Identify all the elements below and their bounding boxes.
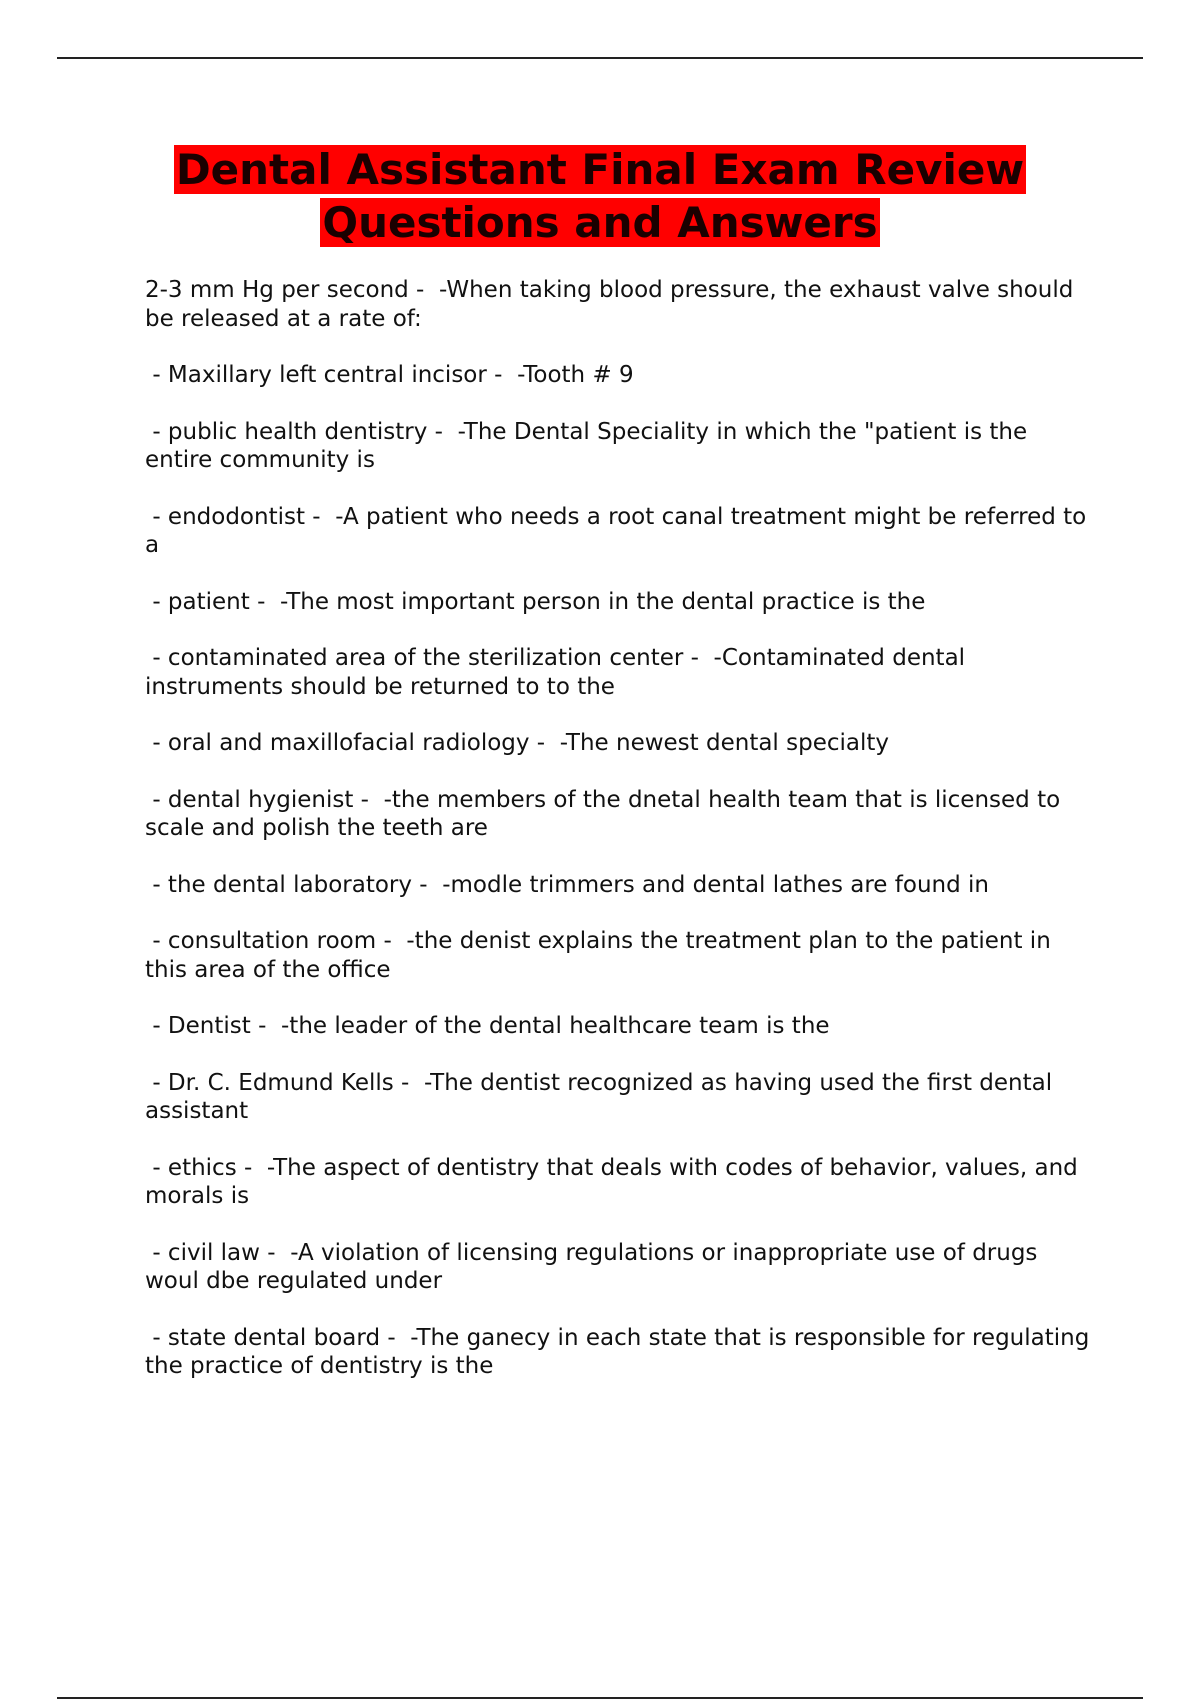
document-title (100, 143, 1100, 249)
qa-list (145, 276, 1095, 1409)
qa-item-12: - Dr. C. Edmund Kells - -The dentist recognized as having used the first dental assistant (145, 1069, 1060, 1124)
qa-item-3: - public health dentistry - -The Dental Speciality in which the "patient is the entire community is (145, 418, 1035, 473)
qa-item-15: - state dental board - -The ganecy in each state that is responsible for regulating the practice of dentistry is the (145, 1324, 1097, 1379)
qa-item-8: - dental hygienist - -the members of the dnetal health team that is licensed to scale and polish the teeth are (145, 786, 1068, 841)
qa-item-13: - ethics - -The aspect of dentistry that deals with codes of behavior, values, and morals is (145, 1154, 1086, 1209)
qa-item-1: 2-3 mm Hg per second - -When taking blood pressure, the exhaust valve should be released at a rate of: (145, 277, 1081, 332)
top-rule (57, 57, 1143, 59)
title-line-2: Questions and Answers (322, 198, 878, 247)
qa-item-14: - civil law - -A violation of licensing regulations or inappropriate use of drugs woul dbe regulated under (145, 1239, 1045, 1294)
qa-item-9: - the dental laboratory - -modle trimmers and dental lathes are found in (145, 871, 989, 898)
qa-item-10: - consultation room - -the denist explains the treatment plan to the patient in this area of the office (145, 928, 1059, 983)
qa-item-6: - contaminated area of the sterilization center - -Contaminated dental instruments should be returned to to the (145, 645, 973, 700)
title-line-1: Dental Assistant Final Exam Review (175, 145, 1025, 194)
qa-item-11: - Dentist - -the leader of the dental healthcare team is the (145, 1013, 830, 1039)
qa-item-4: - endodontist - -A patient who needs a root canal treatment might be referred to a (145, 503, 1094, 558)
qa-item-7: - oral and maxillofacial radiology - -The newest dental specialty (145, 730, 890, 756)
qa-item-5: - patient - -The most important person in the dental practice is the (145, 588, 926, 615)
qa-item-2: - Maxillary left central incisor - -Tooth # 9 (145, 362, 634, 388)
bottom-rule (57, 1697, 1143, 1699)
